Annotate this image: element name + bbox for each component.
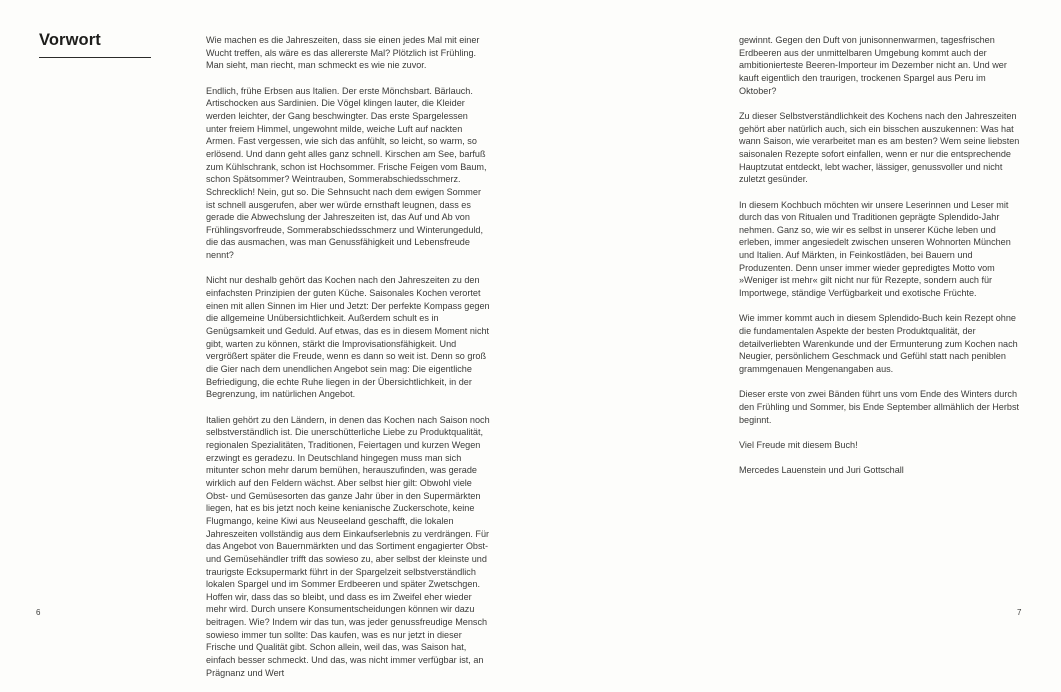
paragraph: Wie immer kommt auch in diesem Splendido-Buch kein Rezept ohne die fundamentalen Aspekte der besten Produktqualität, der detailverliebten Warenkunde und der Ermunterung zum Kochen nach Neugier, persönlichem Geschmack und Gefühl statt nach peniblen grammgenauen Mengenangaben aus.: [739, 313, 1018, 375]
right-text-column: [739, 34, 1024, 490]
closing-line: Viel Freude mit diesem Buch!: [739, 439, 858, 450]
left-text-column: [206, 34, 491, 692]
paragraph: Nicht nur deshalb gehört das Kochen nach den Jahreszeiten zu den einfachsten Prinzipien der guten Küche. Saisonales Kochen verortet einen mit allen Sinnen im Hier und Jetzt: Der perfekte Kompass gegen die allgemeine Unübersichtlichkeit. Außerdem schult es in Genügsamkeit und Geduld. Auf etwas, das es in diesem Moment nicht gibt, warten zu können, stärkt die Improvisationsfähigkeit. Und vergrößert später die Freude, wenn es dann so weit ist. Denn so groß die Gier nach dem unendlichen Angebot sein mag: Die eigentliche Befriedigung, die echte Ruhe liegen in der Übersichtlichkeit, in der Begrenzung, im natürlichen Angebot.: [206, 275, 490, 400]
paragraph: Wie machen es die Jahreszeiten, dass sie einen jedes Mal mit einer Wucht treffen, als wäre es das allererste Mal? Plötzlich ist Frühling. Man sieht, man riecht, man schmeckt es wie nie zuvor.: [206, 35, 480, 71]
authors-line: Mercedes Lauenstein und Juri Gottschall: [739, 465, 904, 476]
paragraph: Dieser erste von zwei Bänden führt uns vom Ende des Winters durch den Frühling und Sommer, bis Ende September allmählich der Herbst beginnt.: [739, 389, 1020, 425]
paragraph: In diesem Kochbuch möchten wir unsere Leserinnen und Leser mit durch das von Ritualen und Traditionen geprägte Splendido-Jahr nehmen. Ganz so, wie wir es selbst in unserer Küche leben und erleben, immer angesiedelt zwischen unseren Wohnorten München und Italien. Auf Märkten, in Feinkostläden, bei Bauern und Produzenten. Denn unser immer wieder gepredigtes Motto vom »Weniger ist mehr« gilt nicht nur für Rezepte, sondern auch für Importwege, ständige Verfügbarkeit und exotische Früchte.: [739, 199, 1011, 299]
page-title: Vorwort: [39, 31, 101, 49]
paragraph: Endlich, frühe Erbsen aus Italien. Der erste Mönchsbart. Bärlauch. Artischocken aus Sardinien. Die Vögel klingen lauter, die Kleider werden leichter, der Gang beschwingter. Das erste Spargelessen unter freiem Himmel, ungewohnt milde, weiche Luft auf nackten Armen. Fast vergessen, wie sich das anfühlt, so leicht, so warm, so erlösend. Und dann geht alles ganz schnell. Kirschen am See, barfuß zum Kühlschrank, schon ist Hochsommer. Frische Feigen vom Baum, schon Spätsommer? Weintrauben, Sommerabschiedsschmerz. Schrecklich! Nein, gut so. Die Sehnsucht nach dem ewigen Sommer ist schnell ausgerufen, aber wer würde ernsthaft leugnen, dass es gerade die Abwechslung der Jahreszeiten ist, das Auf und Ab von Frühlingsvorfreude, Sommerabschiedsschmerz und Winterungeduld, die das ausmachen, was man Genussfähigkeit und Lebensfreude nennt?: [206, 85, 487, 261]
paragraph: gewinnt. Gegen den Duft von junisonnenwarmen, tagesfrischen Erdbeeren aus der unmittelbaren Umgebung kommt auch der ambitionierteste Beeren-Importeur im Dezember nicht an. Und wer kauft eigentlich den traurigen, trockenen Spargel aus Peru im Oktober?: [739, 35, 1007, 96]
page-number-right: 7: [1017, 608, 1022, 617]
page-number-left: 6: [36, 608, 41, 617]
preface-heading-block: [39, 31, 151, 58]
paragraph: Italien gehört zu den Ländern, in denen das Kochen nach Saison noch selbstverständlich ist. Die unerschütterliche Liebe zu Produktqualität, regionalen Spezialitäten, Traditionen, Feiertagen und kurzen Wegen erzwingt es geradezu. In Deutschland hingegen muss man sich mitunter schon mehr darum bemühen, herauszufinden, was gerade wirklich auf den Feldern wächst. Aber selbst hier gilt: Obwohl viele Obst- und Gemüsesorten das ganze Jahr über in den Supermärkten liegen, hat es bis jetzt noch keine kenianische Zuckerschote, keine Flugmango, keine Kiwi aus Neuseeland geschafft, die lokalen Jahreszeiten vollständig aus dem Einkaufserlebnis zu verdrängen. Für das Angebot von Bauernmärkten und das Sortiment engagierter Obst- und Gemüsehändler trifft das sowieso zu, aber selbst der kleinste und traurigste Ecksupermarkt führt in der Spargelzeit selbstverständlich lokalen Spargel und im Sommer Erdbeeren und später Zwetschgen. Hoffen wir, dass das so bleibt, und dass es im Zweifel eher wieder mehr wird. Durch unsere Konsumentscheidungen können wir dazu beitragen. Wie? Indem wir das tun, was jeder genussfreudige Mensch sowieso immer tun sollte: Das kaufen, was es nur jetzt in dieser Frische und Qualität gibt. Schon allein, weil das, was Saison hat, einfach besser schmeckt. Und das, was nicht immer verfügbar ist, an Prägnanz und Wert: [206, 414, 490, 678]
heading-underline: [39, 57, 151, 58]
paragraph: Zu dieser Selbstverständlichkeit des Kochens nach den Jahreszeiten gehört aber natürlich auch, sich ein bisschen auszukennen: Was hat wann Saison, wie verarbeitet man es am besten? Wem seine liebsten saisonalen Rezepte sofort einfallen, wenn er nur die entsprechende Hauptzutat entdeckt, lebt wacher, lässiger, genussvoller und nicht zuletzt gesünder.: [739, 110, 1020, 185]
